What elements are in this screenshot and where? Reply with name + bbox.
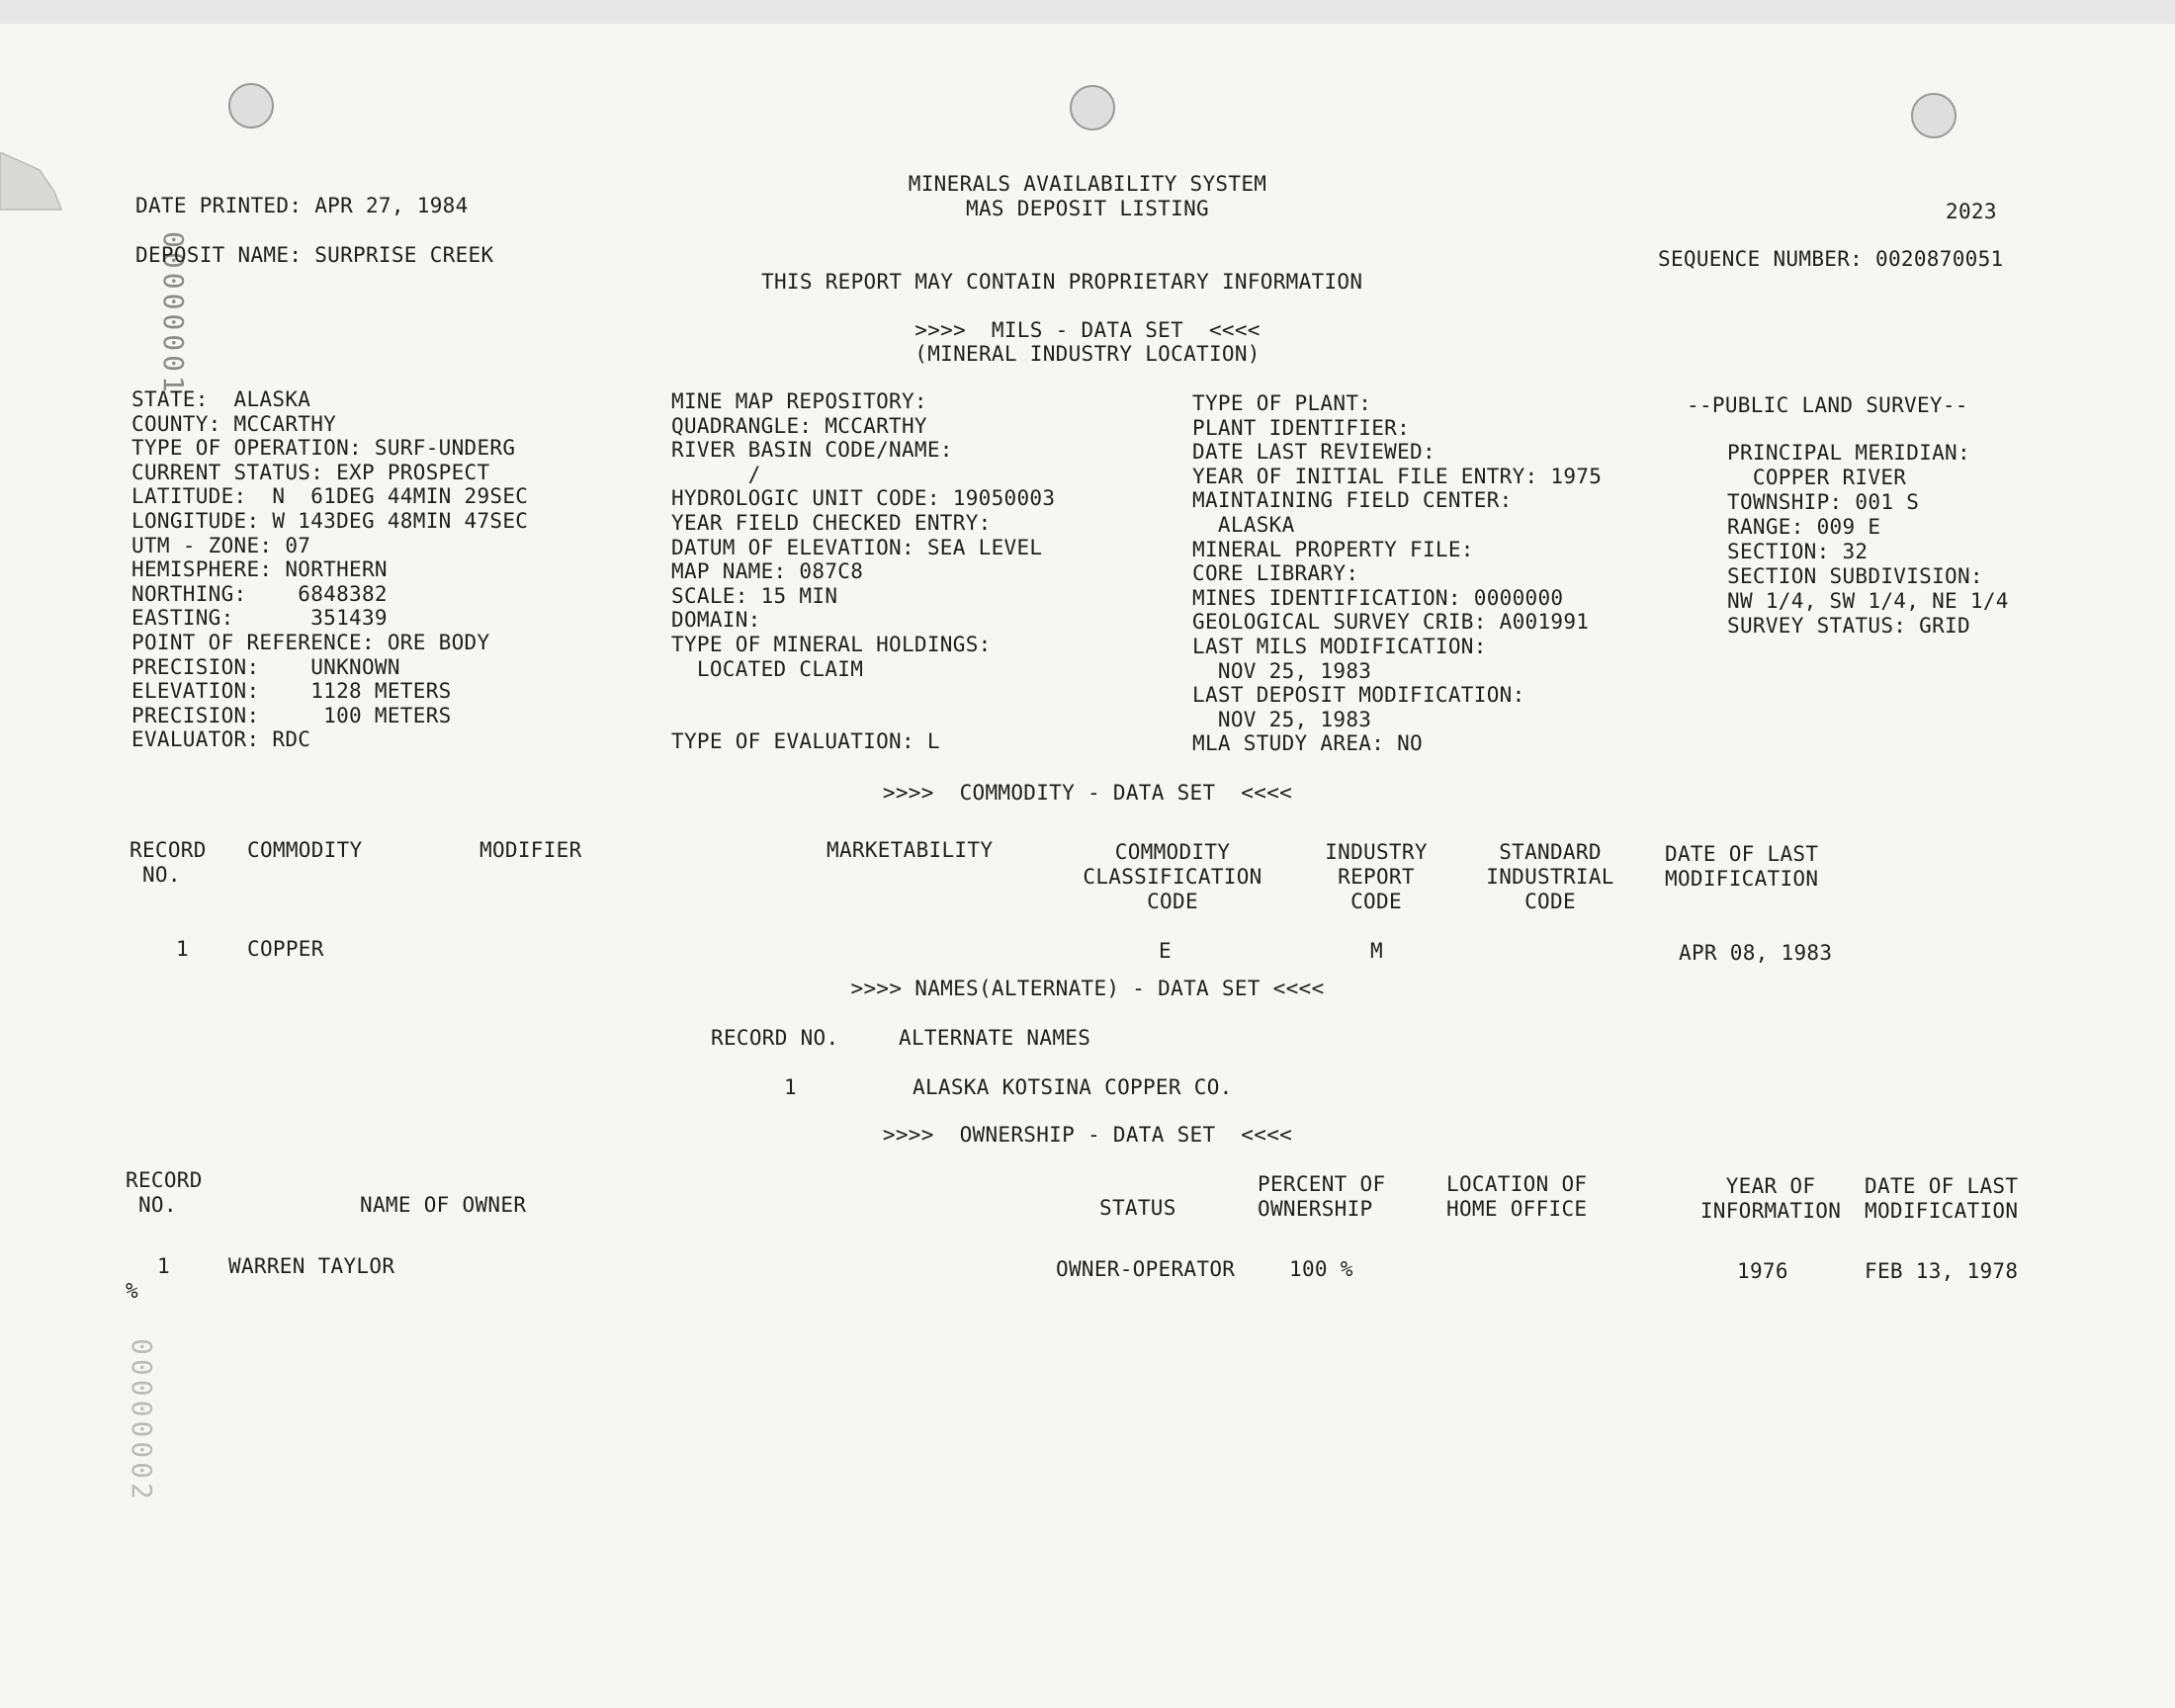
torn-corner bbox=[0, 152, 79, 212]
document-page bbox=[0, 24, 2175, 1708]
ownership-footnote: % bbox=[126, 1279, 138, 1303]
mils-col2-line: DATUM OF ELEVATION: SEA LEVEL bbox=[671, 535, 1043, 559]
mils-col1-line: NORTHING: 6848382 bbox=[131, 581, 388, 606]
commodity-date: APR 08, 1983 bbox=[1679, 941, 1833, 965]
mils-col2-line: TYPE OF EVALUATION: L bbox=[671, 729, 940, 754]
names-heading: >>>> NAMES(ALTERNATE) - DATA SET <<<< bbox=[850, 977, 1325, 1000]
mils-col1-line: HEMISPHERE: NORTHERN bbox=[131, 557, 388, 582]
mils-col2-line: DOMAIN: bbox=[671, 608, 761, 633]
commodity-header-date: DATE OF LAST MODIFICATION bbox=[1665, 842, 1819, 891]
mils-subheading: (MINERAL INDUSTRY LOCATION) bbox=[914, 342, 1261, 366]
commodity-header-sic: STANDARD INDUSTRIAL CODE bbox=[1486, 840, 1614, 913]
sequence-number: SEQUENCE NUMBER: 0020870051 bbox=[1658, 247, 2004, 271]
commodity-classification-code: E bbox=[1159, 939, 1172, 963]
mils-col4-line: SECTION: 32 bbox=[1727, 540, 1869, 563]
commodity-record-no: 1 bbox=[176, 937, 189, 961]
commodity-header-marketability: MARKETABILITY bbox=[826, 838, 994, 862]
mils-col2-line: QUADRANGLE: MCCARTHY bbox=[671, 413, 927, 438]
mils-col4-line: SURVEY STATUS: GRID bbox=[1727, 614, 1970, 638]
mils-col1-line: COUNTY: MCCARTHY bbox=[131, 411, 337, 436]
mils-col1-line: CURRENT STATUS: EXP PROSPECT bbox=[131, 460, 490, 484]
owner-date: FEB 13, 1978 bbox=[1865, 1259, 2019, 1283]
owner-year: 1976 bbox=[1737, 1259, 1788, 1283]
mils-col3-line: LAST MILS MODIFICATION: bbox=[1192, 635, 1487, 658]
mils-col3-line: MINERAL PROPERTY FILE: bbox=[1192, 537, 1474, 561]
mils-col4-line: RANGE: 009 E bbox=[1727, 515, 1881, 539]
mils-heading: >>>> MILS - DATA SET <<<< bbox=[914, 318, 1261, 342]
mils-col1-line: TYPE OF OPERATION: SURF-UNDERG bbox=[131, 436, 516, 461]
mils-col1-line: EVALUATOR: RDC bbox=[131, 727, 311, 752]
names-record-no: 1 bbox=[784, 1075, 797, 1099]
page-counter-stamp-top: 00000001 bbox=[157, 231, 190, 396]
mils-col2-line: MAP NAME: 087C8 bbox=[671, 559, 864, 584]
commodity-header-classification: COMMODITY CLASSIFICATION CODE bbox=[1083, 840, 1262, 913]
mils-col3-line: MLA STUDY AREA: NO bbox=[1192, 731, 1423, 756]
mils-col3-line: LAST DEPOSIT MODIFICATION: bbox=[1192, 683, 1525, 708]
ownership-header-record: RECORD NO. bbox=[126, 1168, 203, 1217]
mils-col4-line: TOWNSHIP: 001 S bbox=[1727, 490, 1920, 514]
ownership-heading: >>>> OWNERSHIP - DATA SET <<<< bbox=[882, 1123, 1293, 1147]
names-header-record: RECORD NO. bbox=[711, 1026, 839, 1050]
mils-col2-line: SCALE: 15 MIN bbox=[671, 583, 838, 608]
owner-name: WARREN TAYLOR bbox=[228, 1254, 395, 1278]
mils-col1-line: POINT OF REFERENCE: ORE BODY bbox=[131, 631, 490, 654]
listing-title: MAS DEPOSIT LISTING bbox=[966, 197, 1209, 220]
mils-col3-line: MINES IDENTIFICATION: 0000000 bbox=[1192, 585, 1564, 610]
mils-col3-line: NOV 25, 1983 bbox=[1192, 658, 1372, 683]
owner-percent: 100 % bbox=[1289, 1257, 1353, 1281]
mils-col2-line: HYDROLOGIC UNIT CODE: 19050003 bbox=[671, 486, 1056, 511]
punch-hole-left bbox=[228, 83, 274, 128]
proprietary-notice: THIS REPORT MAY CONTAIN PROPRIETARY INFORMATION bbox=[761, 270, 1363, 294]
system-title: MINERALS AVAILABILITY SYSTEM bbox=[908, 172, 1267, 196]
ownership-header-status: STATUS bbox=[1099, 1196, 1176, 1220]
mils-col3-line: DATE LAST REVIEWED: bbox=[1192, 440, 1436, 465]
mils-col3-line: CORE LIBRARY: bbox=[1192, 561, 1359, 586]
deposit-name: DEPOSIT NAME: SURPRISE CREEK bbox=[135, 243, 494, 267]
mils-col2-line: / bbox=[671, 462, 761, 486]
commodity-header-industry: INDUSTRY REPORT CODE bbox=[1325, 840, 1428, 913]
punch-hole-right bbox=[1911, 93, 1957, 138]
mils-col3-line: MAINTAINING FIELD CENTER: bbox=[1192, 488, 1513, 513]
alternate-name: ALASKA KOTSINA COPPER CO. bbox=[913, 1075, 1233, 1099]
mils-col3-line: PLANT IDENTIFIER: bbox=[1192, 415, 1411, 440]
mils-col1-line: PRECISION: UNKNOWN bbox=[131, 654, 400, 679]
commodity-header-record: RECORD NO. bbox=[130, 838, 207, 887]
date-printed: DATE PRINTED: APR 27, 1984 bbox=[135, 194, 469, 217]
names-header-names: ALTERNATE NAMES bbox=[899, 1026, 1091, 1050]
mils-col4-line: COPPER RIVER bbox=[1727, 466, 1907, 489]
commodity-header-modifier: MODIFIER bbox=[479, 838, 582, 862]
mils-col1-line: ELEVATION: 1128 METERS bbox=[131, 679, 452, 704]
mils-col3-line: YEAR OF INITIAL FILE ENTRY: 1975 bbox=[1192, 464, 1603, 488]
mils-col1-line: LATITUDE: N 61DEG 44MIN 29SEC bbox=[131, 484, 529, 509]
ownership-header-location: LOCATION OF HOME OFFICE bbox=[1446, 1172, 1588, 1221]
mils-col2-line: RIVER BASIN CODE/NAME: bbox=[671, 438, 953, 463]
mils-col4-line: PRINCIPAL MERIDIAN: bbox=[1727, 441, 1970, 465]
mils-col3-line: NOV 25, 1983 bbox=[1192, 707, 1372, 731]
mils-col3-line: GEOLOGICAL SURVEY CRIB: A001991 bbox=[1192, 610, 1590, 635]
page-code: 2023 bbox=[1946, 200, 1997, 223]
mils-col4-line: NW 1/4, SW 1/4, NE 1/4 bbox=[1727, 589, 2009, 613]
commodity-name: COPPER bbox=[247, 937, 324, 961]
mils-col2-line: TYPE OF MINERAL HOLDINGS: bbox=[671, 633, 992, 656]
mils-col1-line: UTM - ZONE: 07 bbox=[131, 533, 311, 557]
ownership-header-year: YEAR OF INFORMATION bbox=[1699, 1174, 1842, 1223]
mils-col3-line: TYPE OF PLANT: bbox=[1192, 391, 1372, 415]
commodity-header-commodity: COMMODITY bbox=[247, 838, 363, 862]
mils-col2-line: YEAR FIELD CHECKED ENTRY: bbox=[671, 511, 992, 535]
mils-col1-line: EASTING: 351439 bbox=[131, 606, 388, 631]
plss-heading: --PUBLIC LAND SURVEY-- bbox=[1687, 393, 1968, 417]
ownership-header-date: DATE OF LAST MODIFICATION bbox=[1865, 1174, 2019, 1223]
commodity-heading: >>>> COMMODITY - DATA SET <<<< bbox=[882, 781, 1293, 805]
mils-col4-line: SECTION SUBDIVISION: bbox=[1727, 564, 1983, 588]
mils-col2-line: MINE MAP REPOSITORY: bbox=[671, 389, 927, 413]
ownership-record-no: 1 bbox=[157, 1254, 170, 1278]
punch-hole-center bbox=[1070, 85, 1115, 130]
mils-col1-line: LONGITUDE: W 143DEG 48MIN 47SEC bbox=[131, 509, 529, 533]
commodity-industry-code: M bbox=[1370, 939, 1383, 963]
ownership-header-owner: NAME OF OWNER bbox=[360, 1193, 527, 1217]
ownership-header-percent: PERCENT OF OWNERSHIP bbox=[1258, 1172, 1386, 1221]
mils-col2-line: LOCATED CLAIM bbox=[671, 656, 864, 681]
mils-col1-line: PRECISION: 100 METERS bbox=[131, 703, 452, 727]
mils-col3-line: ALASKA bbox=[1192, 513, 1295, 537]
mils-col1-line: STATE: ALASKA bbox=[131, 387, 311, 411]
page-counter-stamp-bottom: 00000002 bbox=[126, 1338, 158, 1503]
owner-status: OWNER-OPERATOR bbox=[1056, 1257, 1236, 1281]
